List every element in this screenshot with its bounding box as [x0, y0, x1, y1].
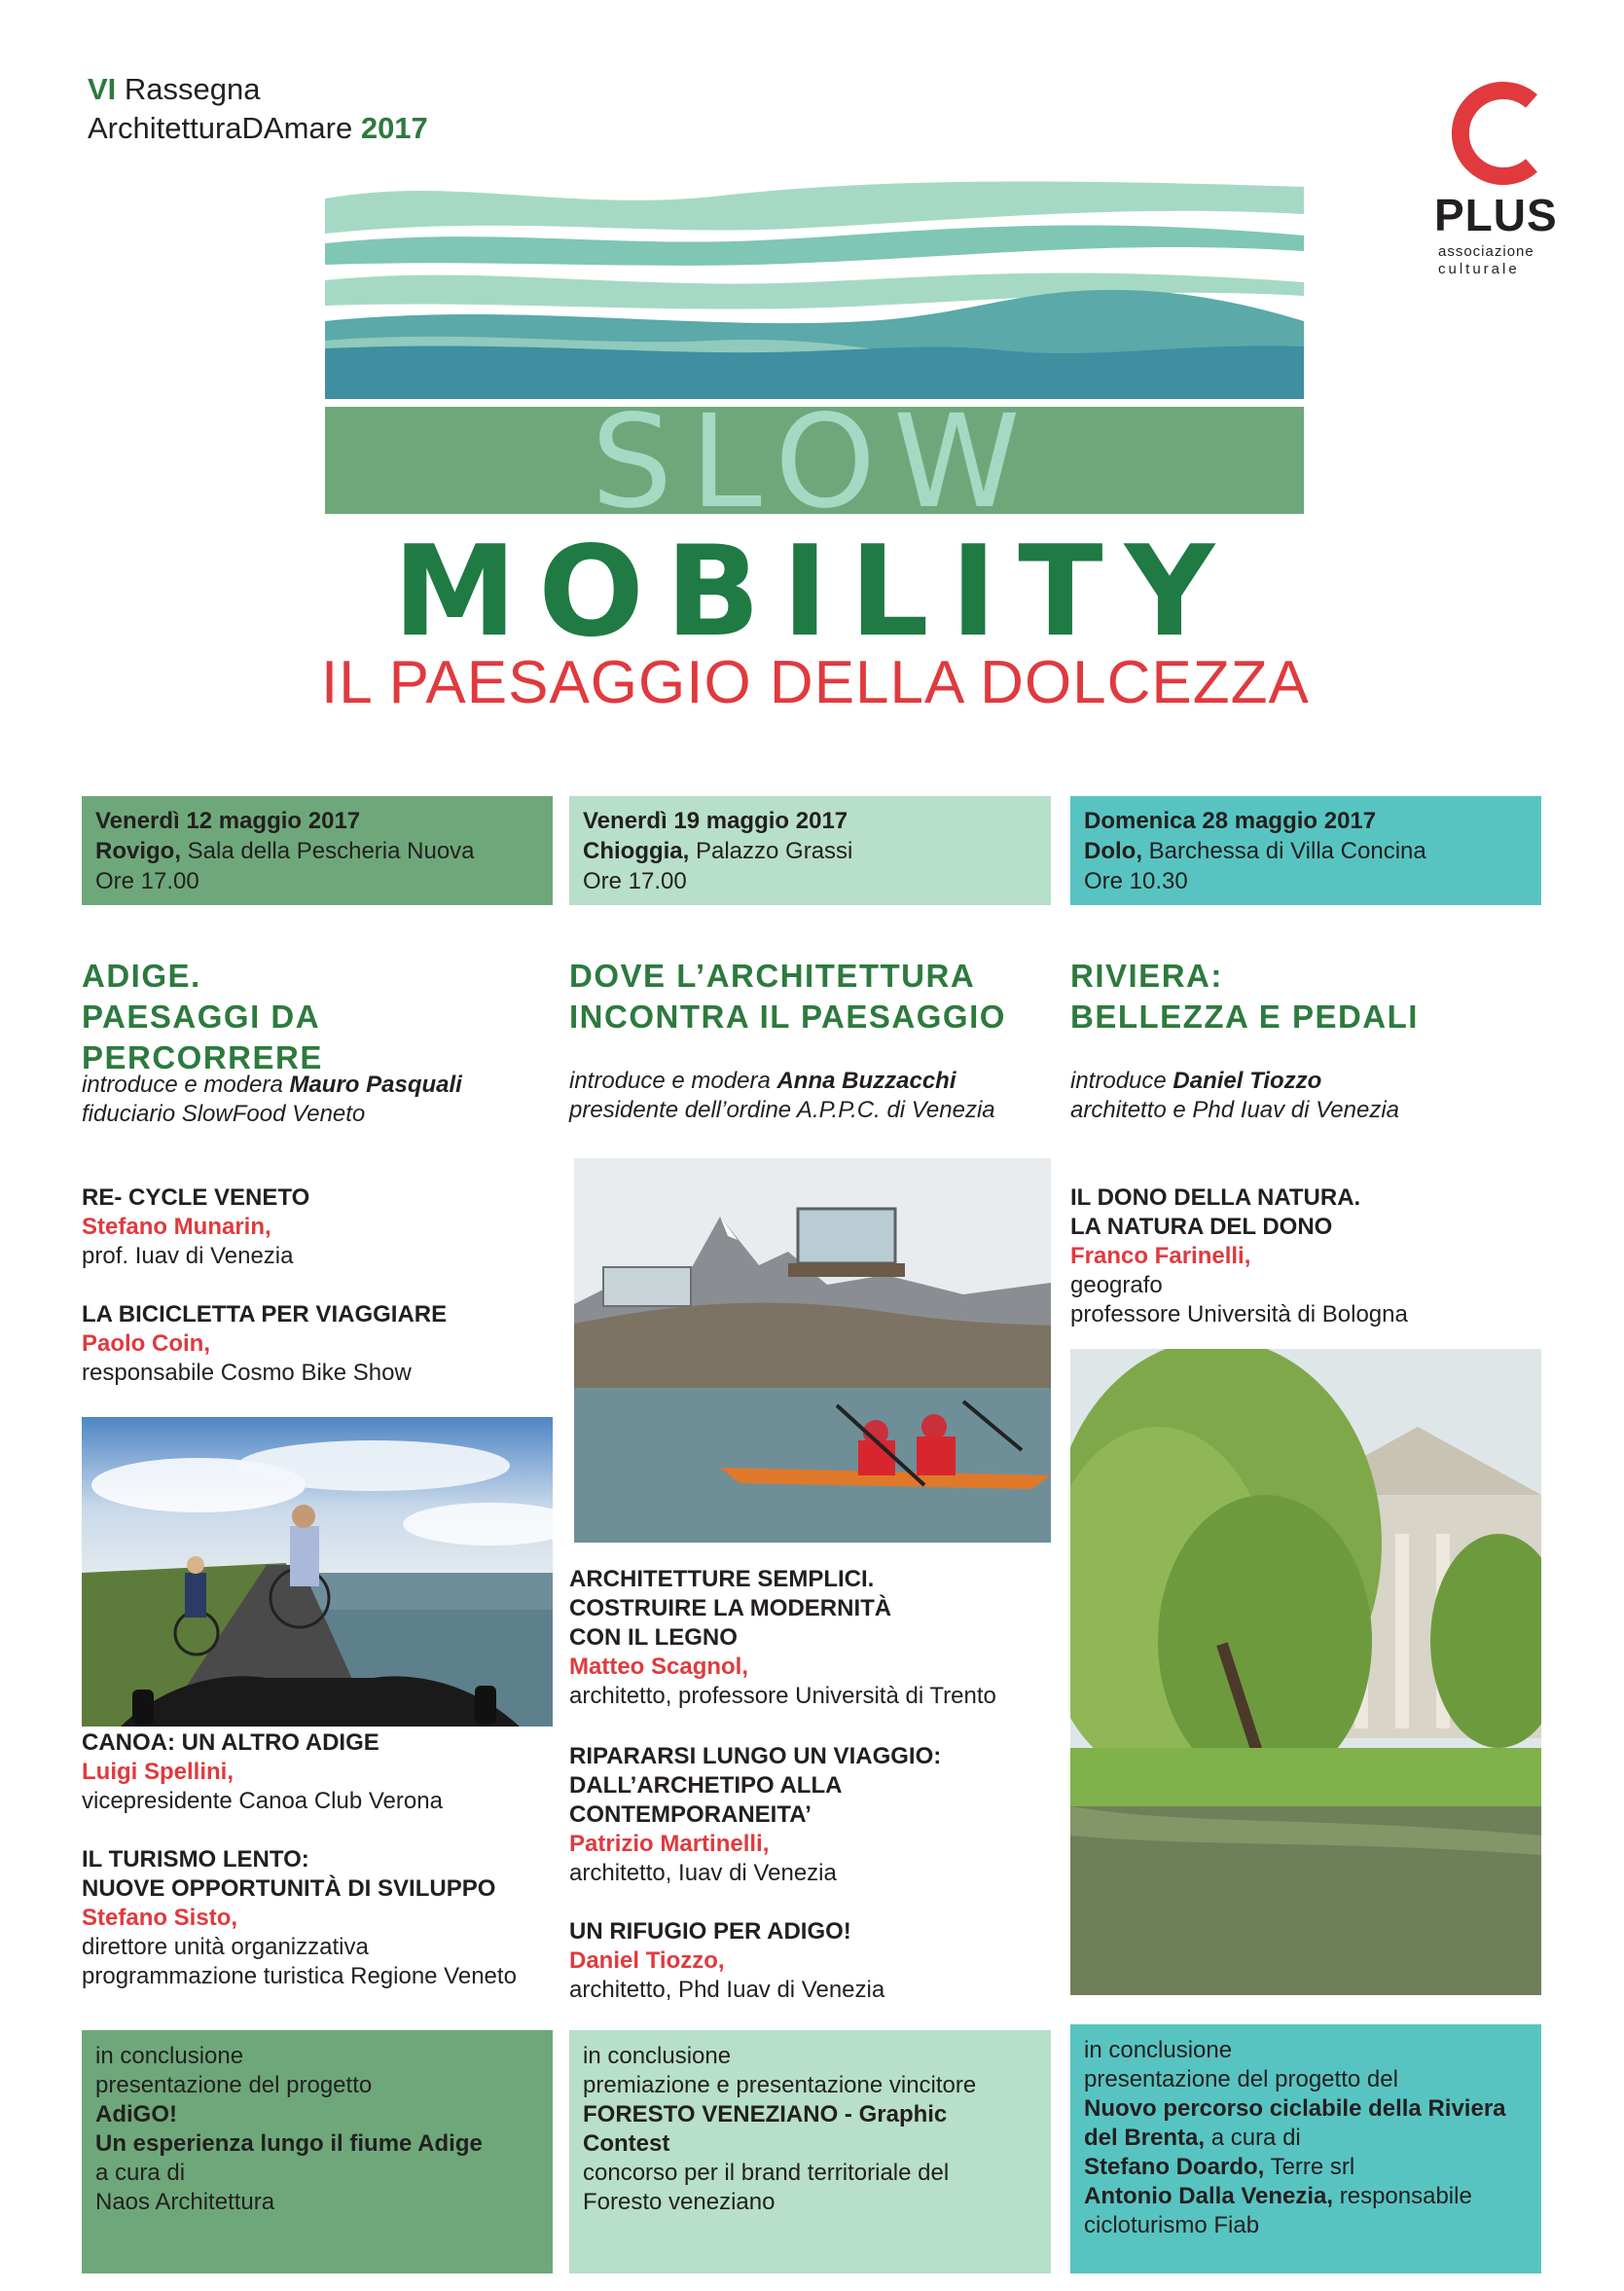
conclusion-text: presentazione del progetto: [95, 2072, 373, 2098]
project-subtitle: Un esperienza lungo il fiume Adige: [95, 2130, 483, 2157]
conclusion-text: premiazione e presentazione vincitore: [583, 2072, 977, 2098]
villa-photo: [1070, 1349, 1541, 1995]
event-intro-3: [1070, 1067, 1541, 1125]
event-day: Venerdì 19 maggio 2017: [583, 808, 848, 834]
talk-speaker: Franco Farinelli,: [1070, 1243, 1251, 1269]
talk-role: prof. Iuav di Venezia: [82, 1243, 294, 1269]
intro-prefix: introduce e modera: [82, 1072, 290, 1098]
series-name: ArchitetturaDAmare: [88, 111, 361, 145]
series-label: Rassegna: [116, 72, 261, 106]
moderator-name: Mauro Pasquali: [289, 1072, 462, 1098]
curator-role: responsabile: [1333, 2183, 1472, 2209]
hero-subtitle: IL PAESAGGIO DELLA DOLCEZZA: [321, 649, 1310, 716]
project-name: AdiGO!: [95, 2101, 177, 2127]
event-city: Rovigo,: [95, 838, 181, 864]
talk-role: responsabile Cosmo Bike Show: [82, 1360, 412, 1386]
talk-item: [82, 1300, 553, 1388]
talk-role: architetto, Phd Iuav di Venezia: [569, 1977, 885, 2003]
curator-org: Terre srl: [1264, 2154, 1355, 2180]
event-intro-2: [569, 1067, 1051, 1125]
event-title-1: [82, 956, 553, 1078]
talk-speaker: Matteo Scagnol,: [569, 1654, 749, 1680]
talk-item: [82, 1845, 553, 1991]
conclusion-text: Foresto veneziano: [583, 2189, 776, 2215]
conclusion-text: a cura di: [1205, 2125, 1301, 2151]
series-year: 2017: [360, 111, 428, 145]
talk-title: CANOA: UN ALTRO ADIGE: [82, 1729, 379, 1756]
event-title-line: RIVIERA:: [1070, 958, 1223, 994]
talk-title: CONTEMPORANEITA’: [569, 1801, 812, 1828]
talk-title: CON IL LEGNO: [569, 1624, 738, 1651]
conclusion-box-1: [82, 2030, 553, 2273]
talk-item: [569, 1917, 1051, 2005]
cycling-photo: [82, 1417, 553, 1727]
intro-prefix: introduce e modera: [569, 1068, 777, 1094]
conclusion-text: a cura di: [95, 2160, 186, 2186]
talk-item: [82, 1183, 553, 1271]
talk-title: COSTRUIRE LA MODERNITÀ: [569, 1595, 892, 1621]
talk-item: [82, 1728, 553, 1816]
event-place: Barchessa di Villa Concina: [1142, 838, 1426, 864]
contest-name: Contest: [583, 2130, 670, 2157]
talk-title: IL DONO DELLA NATURA.: [1070, 1184, 1361, 1211]
talk-speaker: Patrizio Martinelli,: [569, 1831, 770, 1857]
talk-item: [1070, 1183, 1541, 1329]
talk-speaker: Luigi Spellini,: [82, 1759, 234, 1785]
talk-item: [569, 1565, 1051, 1711]
curator-role: cicloturismo Fiab: [1084, 2212, 1260, 2238]
talk-title: DALL’ARCHETIPO ALLA: [569, 1772, 843, 1799]
talk-speaker: Stefano Sisto,: [82, 1905, 238, 1931]
talk-title: IL TURISMO LENTO:: [82, 1846, 309, 1873]
event-title-line: PAESAGGI DA PERCORRERE: [82, 999, 323, 1075]
conclusion-text: presentazione del progetto del: [1084, 2066, 1398, 2092]
event-date-box-3: [1070, 796, 1541, 905]
talk-role: direttore unità organizzativa: [82, 1934, 369, 1960]
event-time: Ore 17.00: [583, 868, 687, 894]
conclusion-text: in conclusione: [1084, 2037, 1233, 2063]
event-title-3: [1070, 956, 1541, 1037]
conclusion-text: in conclusione: [95, 2043, 244, 2069]
conclusion-box-3: [1070, 2024, 1541, 2273]
project-name: del Brenta,: [1084, 2125, 1206, 2151]
talk-title: UN RIFUGIO PER ADIGO!: [569, 1918, 851, 1945]
series-title: [88, 70, 428, 148]
logo-assoc-text: [1438, 243, 1534, 278]
project-name: Nuovo percorso ciclabile della Riviera: [1084, 2095, 1506, 2122]
event-city: Dolo,: [1084, 838, 1142, 864]
moderator-role: fiduciario SlowFood Veneto: [82, 1101, 366, 1127]
logo-assoc-line1: associazione: [1438, 243, 1534, 260]
event-place: Palazzo Grassi: [689, 838, 853, 864]
talk-speaker: Daniel Tiozzo,: [569, 1947, 725, 1974]
event-day: Venerdì 12 maggio 2017: [95, 808, 361, 834]
cplus-logo: [1434, 80, 1558, 294]
talk-item: [569, 1742, 1051, 1888]
c-logo-icon: [1442, 80, 1543, 187]
event-date-box-2: [569, 796, 1051, 905]
conclusion-text: concorso per il brand territoriale del: [583, 2160, 950, 2186]
talk-title: RE- CYCLE VENETO: [82, 1184, 310, 1211]
talk-role: architetto, professore Università di Trento: [569, 1683, 996, 1709]
moderator-role: presidente dell’ordine A.P.P.C. di Venezia: [569, 1097, 995, 1123]
mobility-word: MOBILITY: [392, 520, 1237, 665]
talk-role: architetto, Iuav di Venezia: [569, 1860, 837, 1886]
conclusion-text: in conclusione: [583, 2043, 732, 2069]
talk-title: NUOVE OPPORTUNITÀ DI SVILUPPO: [82, 1875, 496, 1902]
event-day: Domenica 28 maggio 2017: [1084, 808, 1377, 834]
curator-name: Stefano Doardo,: [1084, 2154, 1265, 2180]
event-title-line: ADIGE.: [82, 958, 201, 994]
event-title-2: [569, 956, 1051, 1037]
intro-prefix: introduce: [1070, 1068, 1173, 1094]
conclusion-box-2: [569, 2030, 1051, 2273]
talk-role: vicepresidente Canoa Club Verona: [82, 1788, 443, 1814]
curator-name: Antonio Dalla Venezia,: [1084, 2183, 1334, 2209]
moderator-role: architetto e Phd Iuav di Venezia: [1070, 1097, 1399, 1123]
event-time: Ore 10.30: [1084, 868, 1188, 894]
conclusion-text: Naos Architettura: [95, 2189, 275, 2215]
kayak-photo: [574, 1158, 1051, 1543]
event-title-line: INCONTRA IL PAESAGGIO: [569, 999, 1006, 1035]
logo-plus-text: PLUS: [1434, 190, 1558, 240]
event-place: Sala della Pescheria Nuova: [181, 838, 475, 864]
talk-role: geografo: [1070, 1272, 1163, 1298]
talk-speaker: Paolo Coin,: [82, 1330, 210, 1357]
series-edition: VI: [88, 72, 117, 106]
talk-title: LA BICICLETTA PER VIAGGIARE: [82, 1301, 448, 1327]
talk-role: professore Università di Bologna: [1070, 1301, 1408, 1327]
moderator-name: Anna Buzzacchi: [776, 1068, 956, 1094]
event-time: Ore 17.00: [95, 868, 199, 894]
talk-title: LA NATURA DEL DONO: [1070, 1214, 1333, 1240]
talk-title: RIPARARSI LUNGO UN VIAGGIO:: [569, 1743, 942, 1769]
talk-title: ARCHITETTURE SEMPLICI.: [569, 1566, 875, 1592]
moderator-name: Daniel Tiozzo: [1173, 1068, 1322, 1094]
event-date-box-1: [82, 796, 553, 905]
event-title-line: BELLEZZA E PEDALI: [1070, 999, 1419, 1035]
talk-role: programmazione turistica Regione Veneto: [82, 1963, 517, 1989]
event-intro-1: [82, 1071, 553, 1129]
slow-word: SLOW: [591, 387, 1038, 537]
slow-mobility-hero: [321, 175, 1304, 701]
talk-speaker: Stefano Munarin,: [82, 1214, 271, 1240]
logo-assoc-line2: culturale: [1438, 261, 1520, 277]
event-title-line: DOVE L’ARCHITETTURA: [569, 958, 976, 994]
contest-name: FORESTO VENEZIANO - Graphic: [583, 2101, 948, 2127]
event-city: Chioggia,: [583, 838, 690, 864]
